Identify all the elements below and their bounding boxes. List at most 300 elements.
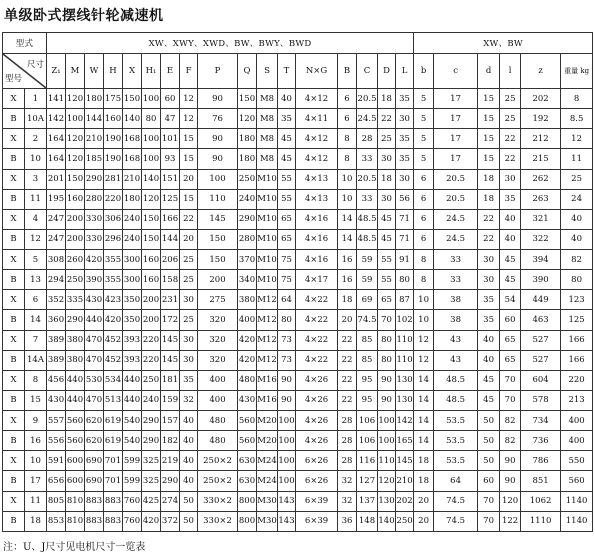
table-cell: 190 (104, 149, 123, 169)
column-header: F (180, 54, 198, 89)
table-cell: 22 (338, 390, 357, 410)
table-cell: 630 (238, 451, 257, 471)
table-cell: 30 (478, 270, 500, 290)
column-header: H (104, 54, 123, 89)
table-cell: 150 (123, 89, 142, 109)
table-cell: 400 (198, 390, 238, 410)
table-cell: 100 (198, 169, 238, 189)
table-cell: 527 (521, 330, 561, 350)
table-cell: 12 (414, 330, 434, 350)
table-cell: 250 (142, 370, 161, 390)
table-cell: 330 (85, 229, 104, 249)
table-cell: 53.5 (434, 411, 478, 431)
table-cell: 1140 (561, 491, 593, 511)
table-cell: 352 (47, 290, 66, 310)
table-cell: 30 (378, 189, 396, 209)
table-cell: 40 (180, 471, 198, 491)
table-cell: 145 (396, 451, 414, 471)
table-cell: 100 (378, 431, 396, 451)
table-cell: 530 (85, 370, 104, 390)
model-type-cell: B (3, 270, 25, 290)
table-cell: 619 (104, 431, 123, 451)
table-cell: 6 (414, 169, 434, 189)
table-cell: 4×26 (296, 431, 338, 451)
table-cell: 110 (198, 189, 238, 209)
table-cell: 306 (104, 209, 123, 229)
table-cell: 159 (161, 390, 180, 410)
table-cell: 250 (396, 511, 414, 531)
table-cell: 260 (66, 250, 85, 270)
table-cell: 160 (104, 109, 123, 129)
table-cell: 247 (47, 229, 66, 249)
table-cell: M24 (257, 471, 278, 491)
table-cell: 18 (414, 471, 434, 491)
table-cell: 76 (198, 109, 238, 129)
table-cell: 190 (104, 129, 123, 149)
table-cell: 87 (396, 290, 414, 310)
table-cell: M12 (257, 290, 278, 310)
table-cell: 390 (85, 270, 104, 290)
table-cell: 8 (338, 129, 357, 149)
table-cell: 14 (414, 411, 434, 431)
table-cell: 33 (434, 250, 478, 270)
table-cell: 200 (66, 209, 85, 229)
table-cell: M10 (257, 270, 278, 290)
table-row (3, 511, 593, 531)
table-row (3, 471, 593, 491)
table-cell: 591 (47, 451, 66, 471)
table-cell: 440 (66, 390, 85, 410)
table-cell: 290 (161, 471, 180, 491)
table-cell: 24.5 (434, 229, 478, 249)
table-cell: 45 (500, 250, 521, 270)
table-cell: 165 (396, 431, 414, 451)
table-cell: 5 (414, 149, 434, 169)
table-row (3, 491, 593, 511)
table-cell: 22 (478, 229, 500, 249)
table-cell: 17 (434, 89, 478, 109)
table-cell: M12 (257, 350, 278, 370)
table-cell: 556 (47, 431, 66, 451)
table-cell: 106 (357, 411, 378, 431)
table-cell: 219 (161, 451, 180, 471)
table-cell: 760 (123, 491, 142, 511)
table-cell: 321 (521, 209, 561, 229)
table-cell: 185 (85, 149, 104, 169)
table-cell: 10 (414, 290, 434, 310)
table-row (3, 129, 593, 149)
table-cell: 5 (414, 89, 434, 109)
table-row (3, 330, 593, 350)
table-cell: 33 (434, 270, 478, 290)
table-cell: 55 (378, 250, 396, 270)
table-cell: 300 (123, 250, 142, 270)
table-cell: 40 (180, 431, 198, 451)
table-cell: 220 (142, 330, 161, 350)
table-cell: 200 (142, 310, 161, 330)
table-cell: 290 (142, 431, 161, 451)
table-cell: 440 (66, 370, 85, 390)
table-cell: 4×13 (296, 169, 338, 189)
model-size-cell: 1 (25, 89, 47, 109)
column-header: Q (238, 54, 257, 89)
table-cell: 60 (161, 89, 180, 109)
table-cell: 93 (161, 149, 180, 169)
table-cell: 786 (521, 451, 561, 471)
table-cell: M16 (257, 390, 278, 410)
table-cell: 55 (278, 169, 296, 189)
table-cell: 80 (278, 310, 296, 330)
table-cell: 452 (104, 330, 123, 350)
table-cell: 400 (561, 411, 593, 431)
model-type-cell: B (3, 471, 25, 491)
table-cell: 158 (161, 270, 180, 290)
table-cell: 45 (478, 370, 500, 390)
table-cell: 50 (478, 411, 500, 431)
table-cell: 48.5 (434, 390, 478, 410)
table-cell: 48.5 (357, 209, 378, 229)
table-cell: 355 (104, 250, 123, 270)
table-cell: 45 (500, 270, 521, 290)
table-cell: 200 (66, 229, 85, 249)
table-cell: 12 (180, 89, 198, 109)
table-cell: 470 (85, 350, 104, 370)
table-cell: 18 (378, 89, 396, 109)
table-cell: M30 (257, 511, 278, 531)
table-cell: 122 (500, 511, 521, 531)
table-cell: 4×16 (296, 229, 338, 249)
table-cell: 350 (123, 290, 142, 310)
table-row (3, 390, 593, 410)
table-cell: 250 (66, 270, 85, 290)
column-header: X (123, 54, 142, 89)
table-cell: 53.5 (434, 431, 478, 451)
table-cell: 202 (521, 89, 561, 109)
table-cell: 480 (238, 370, 257, 390)
model-type-cell: X (3, 290, 25, 310)
model-size-cell: 17 (25, 471, 47, 491)
table-cell: 1140 (561, 511, 593, 531)
table-cell: 80 (378, 350, 396, 370)
model-type-cell: B (3, 431, 25, 451)
model-size-cell: 3 (25, 169, 47, 189)
table-cell: 180 (123, 189, 142, 209)
table-cell: 527 (521, 350, 561, 370)
table-cell: 25 (180, 310, 198, 330)
table-cell: 40 (500, 209, 521, 229)
model-type-cell: B (3, 350, 25, 370)
table-cell: 150 (198, 229, 238, 249)
table-cell: 360 (47, 310, 66, 330)
table-cell: 20 (180, 229, 198, 249)
model-size-cell: 7 (25, 330, 47, 350)
model-size-cell: 8 (25, 370, 47, 390)
model-size-cell: 14A (25, 350, 47, 370)
table-cell: 110 (396, 330, 414, 350)
model-size-cell: 10A (25, 109, 47, 129)
table-cell: 74.5 (434, 511, 478, 531)
table-cell: 210 (85, 129, 104, 149)
table-cell: 164 (47, 129, 66, 149)
table-cell: 145 (198, 209, 238, 229)
table-row (3, 370, 593, 390)
table-cell: 274 (161, 491, 180, 511)
table-cell: 32 (338, 491, 357, 511)
table-cell: 35 (180, 370, 198, 390)
table-cell: 560 (66, 431, 85, 451)
table-cell: 6 (338, 89, 357, 109)
table-cell: 65 (378, 290, 396, 310)
table-cell: 48.5 (434, 370, 478, 390)
table-cell: 40 (478, 330, 500, 350)
table-cell: 330×2 (198, 511, 238, 531)
table-cell: 480 (198, 411, 238, 431)
table-cell: 4×17 (296, 270, 338, 290)
footnote: 注：U、J尺寸见电机尺寸一览表 (3, 542, 146, 553)
table-cell: 125 (561, 310, 593, 330)
table-cell: 440 (123, 390, 142, 410)
model-type-cell: X (3, 491, 25, 511)
table-cell: M30 (257, 491, 278, 511)
column-header: L (396, 54, 414, 89)
table-cell: 390 (521, 270, 561, 290)
table-cell: 130 (378, 491, 396, 511)
table-cell: 6 (338, 109, 357, 129)
table-cell: 100 (142, 129, 161, 149)
table-cell: 40 (180, 451, 198, 471)
table-cell: 101 (161, 129, 180, 149)
table-cell: 200 (198, 270, 238, 290)
table-cell: 25 (180, 270, 198, 290)
spec-table-body (3, 89, 593, 532)
weight-header: 重量 kg (561, 54, 593, 89)
model-type-cell: X (3, 129, 25, 149)
table-cell: 148 (357, 511, 378, 531)
table-cell: 40 (561, 209, 593, 229)
table-cell: 150 (142, 209, 161, 229)
table-cell: 90 (378, 370, 396, 390)
table-cell: 4×16 (296, 209, 338, 229)
table-cell: 30 (396, 109, 414, 129)
group-xw-bw: XW、BW (414, 33, 593, 54)
table-cell: 370 (238, 250, 257, 270)
column-header: N×G (296, 54, 338, 89)
table-cell: 100 (278, 411, 296, 431)
table-cell: 1062 (521, 491, 561, 511)
table-cell: 17 (434, 109, 478, 129)
table-cell: 33 (357, 149, 378, 169)
table-cell: 851 (521, 471, 561, 491)
table-cell: 127 (357, 471, 378, 491)
table-cell: 463 (521, 310, 561, 330)
table-cell: 420 (238, 330, 257, 350)
table-cell: 110 (396, 350, 414, 370)
table-cell: 14 (414, 431, 434, 451)
table-cell: 14 (338, 209, 357, 229)
table-cell: 4×13 (296, 189, 338, 209)
table-cell: 263 (521, 189, 561, 209)
table-cell: 53.5 (434, 451, 478, 471)
table-cell: 15 (478, 149, 500, 169)
table-cell: 143 (278, 511, 296, 531)
page-title: 单级卧式摆线针轮减速机 (4, 8, 164, 24)
table-cell: 4×22 (296, 310, 338, 330)
table-cell: 100 (142, 89, 161, 109)
table-cell: 734 (521, 411, 561, 431)
table-cell: 294 (47, 270, 66, 290)
column-header: Z₁ (47, 54, 66, 89)
type-label: 型号 (5, 74, 23, 84)
column-header: C (357, 54, 378, 89)
table-cell: 64 (434, 471, 478, 491)
table-cell: 50 (180, 511, 198, 531)
table-cell: 18 (338, 290, 357, 310)
table-cell: 18 (478, 189, 500, 209)
table-cell: 70 (500, 390, 521, 410)
model-size-cell: 15 (25, 390, 47, 410)
table-cell: 75 (278, 270, 296, 290)
table-cell: 166 (561, 350, 593, 370)
table-cell: 82 (561, 250, 593, 270)
table-cell: M8 (257, 89, 278, 109)
table-cell: 166 (161, 209, 180, 229)
table-cell: 35 (396, 149, 414, 169)
table-cell: 35 (396, 129, 414, 149)
table-cell: 35 (396, 89, 414, 109)
column-header: M (66, 54, 85, 89)
table-cell: 45 (378, 209, 396, 229)
table-cell: 423 (104, 290, 123, 310)
table-cell: 1110 (521, 511, 561, 531)
table-cell: 4×11 (296, 109, 338, 129)
column-header: b (414, 54, 434, 89)
table-cell: 25 (378, 129, 396, 149)
model-type-cell: B (3, 229, 25, 249)
table-cell: 82 (500, 431, 521, 451)
table-cell: 110 (378, 451, 396, 471)
table-cell: 55 (278, 189, 296, 209)
table-cell: 16 (338, 270, 357, 290)
table-cell: 182 (161, 431, 180, 451)
table-cell: 340 (238, 270, 257, 290)
model-type-cell: X (3, 370, 25, 390)
table-cell: M12 (257, 330, 278, 350)
table-cell: 440 (85, 310, 104, 330)
table-cell: 400 (238, 310, 257, 330)
table-cell: 28 (338, 451, 357, 471)
table-cell: M24 (257, 451, 278, 471)
table-cell: 480 (198, 431, 238, 451)
table-cell: 141 (47, 89, 66, 109)
table-cell: 690 (85, 451, 104, 471)
table-cell: 600 (66, 451, 85, 471)
table-cell: 5 (414, 109, 434, 129)
table-cell: 213 (561, 390, 593, 410)
table-cell: 420 (142, 511, 161, 531)
column-header: D (378, 54, 396, 89)
table-cell: 120 (66, 89, 85, 109)
table-cell: 80 (561, 270, 593, 290)
table-cell: 220 (561, 370, 593, 390)
table-cell: 25 (500, 109, 521, 129)
table-cell: 275 (198, 290, 238, 310)
table-cell: 70 (478, 511, 500, 531)
model-size-cell: 13 (25, 270, 47, 290)
table-cell: 557 (47, 411, 66, 431)
table-cell: 47 (161, 109, 180, 129)
model-type-cell: B (3, 149, 25, 169)
table-cell: 800 (238, 511, 257, 531)
table-cell: 75 (278, 250, 296, 270)
model-type-cell: B (3, 511, 25, 531)
table-cell: 8 (414, 270, 434, 290)
table-cell: 123 (561, 290, 593, 310)
table-cell: 151 (161, 169, 180, 189)
table-cell: 440 (123, 370, 142, 390)
table-cell: 280 (85, 189, 104, 209)
table-cell: 22 (500, 129, 521, 149)
table-cell: 100 (278, 451, 296, 471)
table-cell: 4×26 (296, 411, 338, 431)
table-cell: 240 (123, 209, 142, 229)
table-cell: 6×39 (296, 511, 338, 531)
table-cell: 120 (66, 129, 85, 149)
table-cell: 470 (85, 330, 104, 350)
table-cell: 620 (85, 431, 104, 451)
table-cell: 16 (338, 250, 357, 270)
table-cell: 250×2 (198, 471, 238, 491)
table-cell: 325 (142, 451, 161, 471)
table-cell: 322 (521, 229, 561, 249)
corner-cell (3, 54, 47, 89)
table-cell: 160 (142, 250, 161, 270)
table-cell: 201 (47, 169, 66, 189)
table-cell: 50 (180, 491, 198, 511)
table-cell: 100 (66, 109, 85, 129)
table-cell: 100 (278, 471, 296, 491)
table-cell: 604 (521, 370, 561, 390)
table-cell: 64 (278, 290, 296, 310)
table-cell: 290 (238, 209, 257, 229)
table-cell: 181 (161, 370, 180, 390)
table-cell: 701 (104, 451, 123, 471)
table-cell: 320 (198, 310, 238, 330)
table-cell: 180 (238, 149, 257, 169)
table-cell: 389 (47, 350, 66, 370)
table-cell: 247 (47, 209, 66, 229)
table-cell: 142 (47, 109, 66, 129)
table-cell: 760 (123, 511, 142, 531)
table-cell: 6×39 (296, 491, 338, 511)
table-cell: 65 (278, 229, 296, 249)
table-cell: 40 (500, 229, 521, 249)
table-cell: 15 (180, 149, 198, 169)
table-cell: 90 (278, 390, 296, 410)
table-cell: 393 (123, 350, 142, 370)
table-cell: 8 (338, 149, 357, 169)
table-cell: 550 (561, 451, 593, 471)
table-cell: 125 (161, 189, 180, 209)
table-cell: 22 (180, 209, 198, 229)
table-cell: 400 (198, 370, 238, 390)
column-header: B (338, 54, 357, 89)
table-cell: 20 (180, 169, 198, 189)
table-cell: 394 (521, 250, 561, 270)
model-size-cell: 5 (25, 250, 47, 270)
table-cell: 150 (238, 89, 257, 109)
table-cell: M16 (257, 370, 278, 390)
table-cell: 8 (561, 89, 593, 109)
